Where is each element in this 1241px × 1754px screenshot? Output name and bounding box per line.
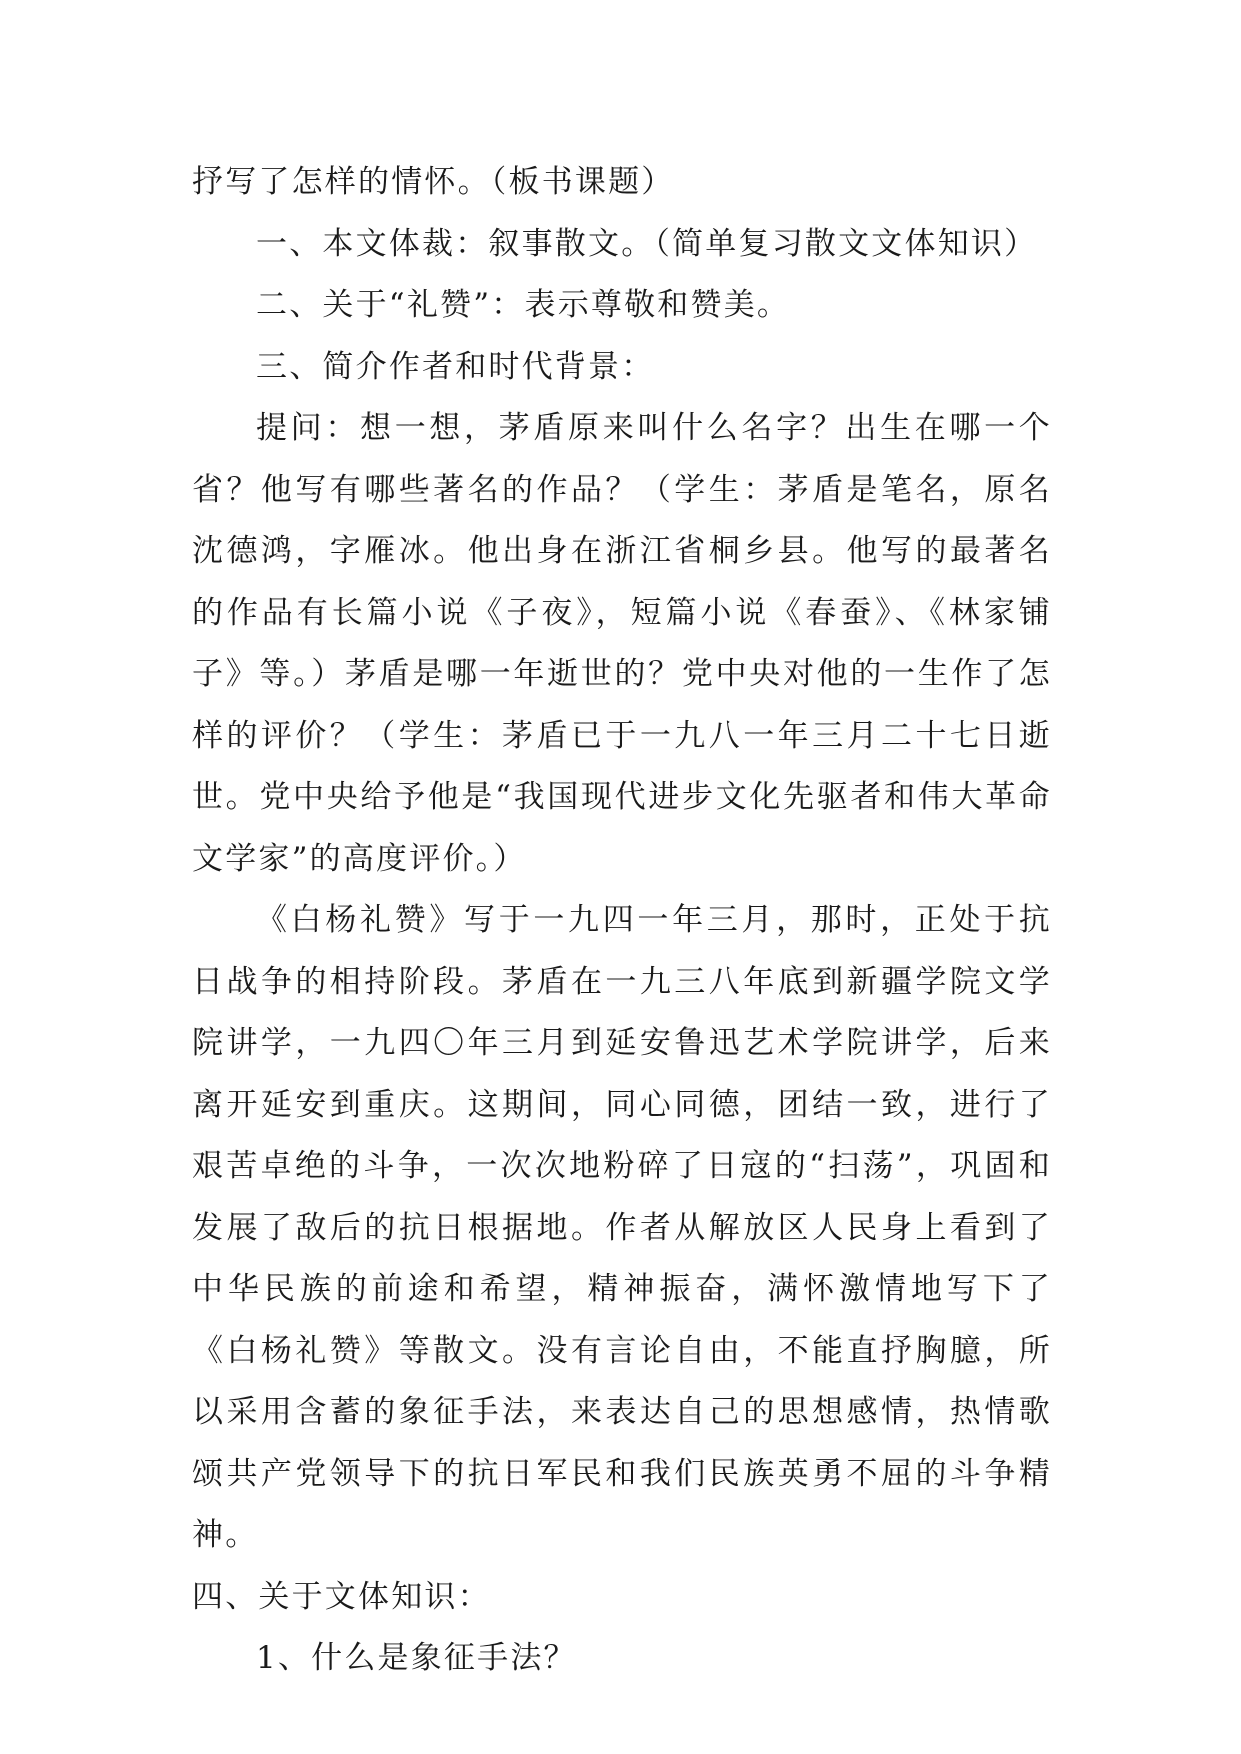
paragraph-5: 《白杨礼赞》写于一九四一年三月，那时，正处于抗日战争的相持阶段。茅盾在一九三八年底到新疆学院文学院讲学，一九四〇年三月到延安鲁迅艺术学院讲学，后来离开延安到重庆。这期间，同心同德，团结一致，进行了艰苦卓绝的斗争，一次次地粉碎了日寇的“扫荡”，巩固和发展了敌后的抗日根据地。作者从解放区人民身上看到了中华民族的前途和希望，精神振奋，满怀激情地写下了《白杨礼赞》等散文。没有言论自由，不能直抒胸臆，所以采用含蓄的象征手法，来表达自己的思想感情，热情歌颂共产党领导下的抗日军民和我们民族英勇不屈的斗争精神。 [192, 902, 1052, 1553]
paragraph-0: 抒写了怎样的情怀。（板书课题） [192, 164, 675, 200]
paragraph-1: 一、本文体裁：叙事散文。（简单复习散文文体知识） [256, 225, 1038, 262]
paragraph-3: 三、简介作者和时代背景： [256, 348, 655, 385]
paragraph-6: 四、关于文体知识： [192, 1578, 491, 1615]
paragraph-4: 提问：想一想，茅盾原来叫什么名字？出生在哪一个省？他写有哪些著名的作品？（学生：茅盾是笔名，原名沈德鸿，字雁冰。他出身在浙江省桐乡县。他写的最著名的作品有长篇小说《子夜》，短篇小说《春蚕》、《林家铺子》等。）茅盾是哪一年逝世的？党中央对他的一生作了怎样的评价？（学生：茅盾已于一九八一年三月二十七日逝世。党中央给予他是“我国现代进步文化先驱者和伟大革命文学家”的高度评价。） [192, 410, 1052, 877]
paragraph-2: 二、关于“礼赞”：表示尊敬和赞美。 [256, 287, 791, 323]
paragraph-7: 1、什么是象征手法？ [256, 1640, 577, 1676]
document-body [192, 152, 1052, 1690]
